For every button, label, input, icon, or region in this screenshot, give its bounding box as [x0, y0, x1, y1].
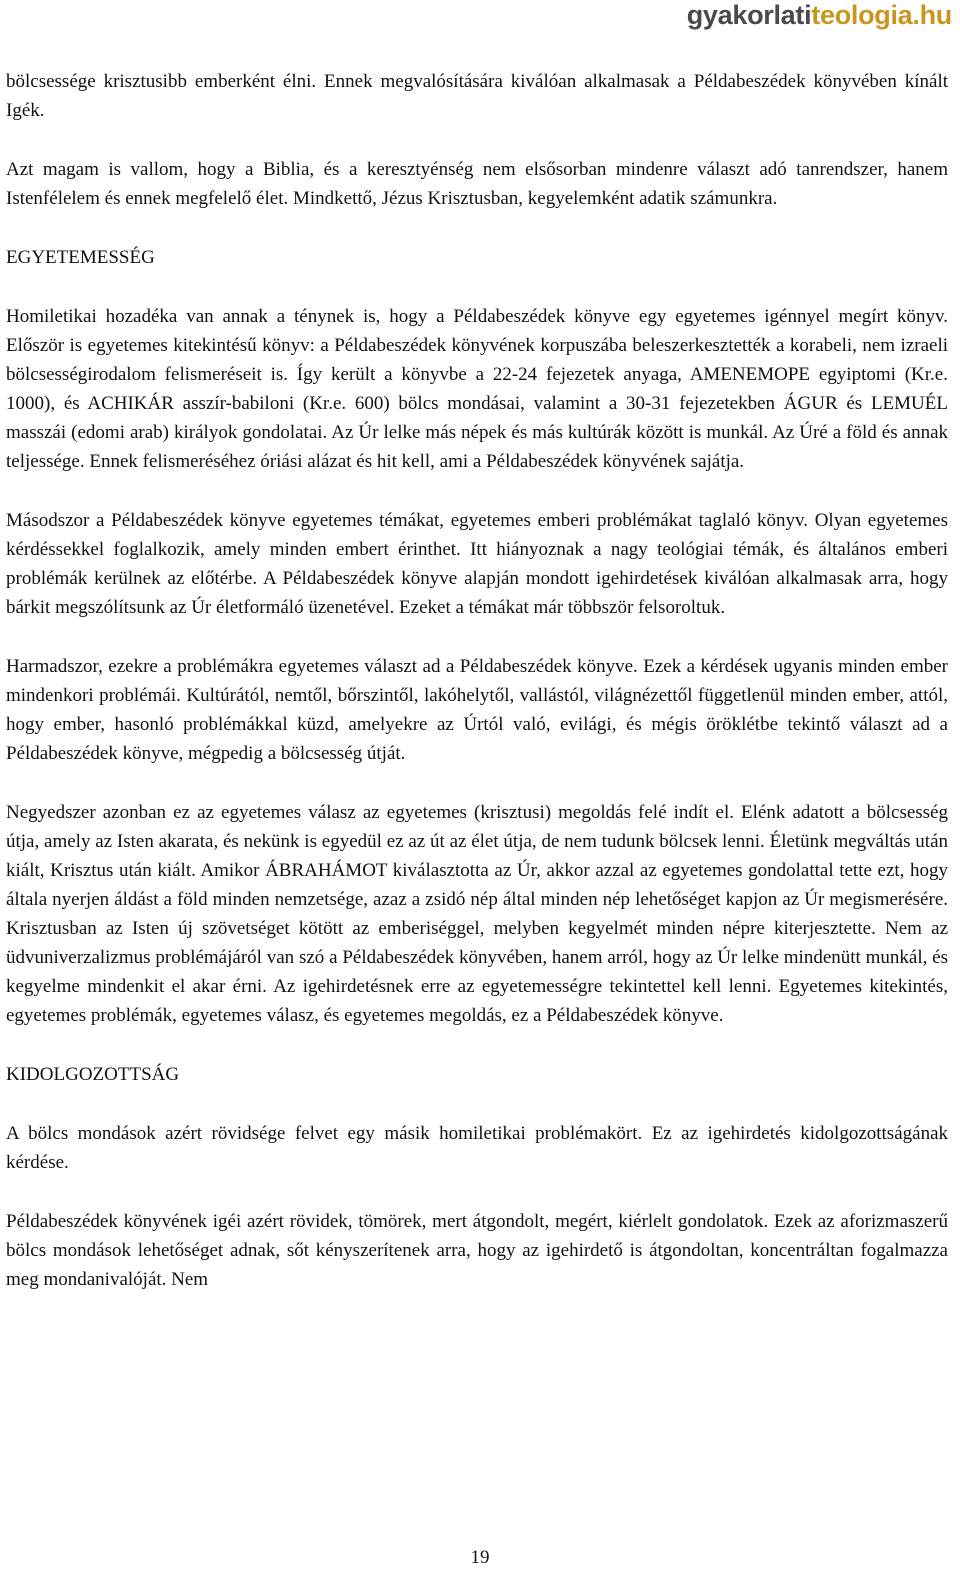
document-body	[6, 67, 948, 1324]
page-number: 19	[470, 1547, 490, 1568]
section-heading-kidolgozottsag: KIDOLGOZOTTSÁG	[6, 1064, 180, 1085]
paragraph: Másodszor a Példabeszédek könyve egyetemes témákat, egyetemes emberi problémákat taglaló könyv. Olyan egyetemes kérdéssekkel foglalkozik, amely minden embert érinthet. Itt hiányoznak a nagy teológiai témák, és általános emberi problémák kerülnek az előtérbe. A Példabeszédek könyve alapján mondott igehirdetések kiválóan alkalmasak arra, hogy bárkit megszólítsunk az Úr életformáló üzenetével. Ezeket a témákat már többször felsoroltuk.	[6, 510, 948, 618]
paragraph: Harmadszor, ezekre a problémákra egyetemes választ ad a Példabeszédek könyve. Ezek a kérdések ugyanis minden ember mindenkori problémái. Kultúrától, nemtől, bőrszintől, lakóhelytől, vallástól, világnézettől függetlenül minden ember, attól, hogy ember, hasonló problémákkal küzd, amelyekre az Úrtól való, evilági, és mégis öröklétbe tekintő választ ad a Példabeszédek könyve, mégpedig a bölcsesség útját.	[6, 656, 948, 764]
paragraph: bölcsessége krisztusibb emberként élni. Ennek megvalósítására kiválóan alkalmasak a Példabeszédek könyvében kínált Igék.	[6, 71, 948, 121]
paragraph: A bölcs mondások azért rövidsége felvet egy másik homiletikai problémakört. Ez az igehirdetés kidolgozottságának kérdése.	[6, 1123, 948, 1173]
paragraph: Homiletikai hozadéka van annak a ténynek is, hogy a Példabeszédek könyve egy egyetemes igénnyel megírt könyv. Először is egyetemes kitekintésű könyv: a Példabeszédek könyvének korpuszába beleszerkesztették a korabeli, nem izraeli bölcsességirodalom felismeréseit is. Így került a könyvbe a 22-24 fejezetek anyaga, AMENEMOPE egyiptomi (Kr.e. 1000), és ACHIKÁR asszír-babiloni (Kr.e. 600) bölcs mondásai, valamint a 30-31 fejezetekben ÁGUR és LEMUÉL masszái (edomi arab) királyok gondolatai. Az Úr lelke más népek és más kultúrák között is munkál. Az Úré a föld és annak teljessége. Ennek felismeréséhez óriási alázat és hit kell, ami a Példabeszédek könyvének sajátja.	[6, 306, 948, 472]
logo-text-part2: teologia.hu	[811, 0, 952, 30]
site-logo	[687, 0, 952, 30]
logo-text-part1: gyakorlati	[686, 0, 812, 30]
paragraph: Azt magam is vallom, hogy a Biblia, és a keresztyénség nem elsősorban mindenre választ adó tanrendszer, hanem Istenfélelem és ennek megfelelő élet. Mindkettő, Jézus Krisztusban, kegyelemként adatik számunkra.	[6, 159, 948, 209]
paragraph: Negyedszer azonban ez az egyetemes válasz az egyetemes (krisztusi) megoldás felé indít el. Elénk adatott a bölcsesség útja, amely az Isten akarata, és nekünk is egyedül ez az út az élet útja, de nem tudunk bölcsek lenni. Életünk megváltás után kiált, Krisztus után kiált. Amikor ÁBRAHÁMOT kiválasztotta az Úr, akkor azzal az egyetemes gondolattal tette ezt, hogy általa nyerjen áldást a föld minden nemzetsége, azaz a zsidó nép által minden nép lehetőséget kapjon az Úr megismerésére. Krisztusban az Isten új szövetséget kötött az emberiséggel, melyben kegyelmét minden népre kiterjesztette. Nem az üdvuniverzalizmus problémájáról van szó a Példabeszédek könyvében, hanem arról, hogy az Úr lelke mindenütt munkál, és kegyelme mindenkit el akar érni. Az igehirdetésnek erre az egyetemességre tekintettel kell lenni. Egyetemes kitekintés, egyetemes problémák, egyetemes válasz, és egyetemes megoldás, ez a Példabeszédek könyve.	[6, 802, 948, 1026]
paragraph: Példabeszédek könyvének igéi azért rövidek, tömörek, mert átgondolt, megért, kiérlelt gondolatok. Ezek az aforizmaszerű bölcs mondások lehetőséget adnak, sőt kényszerítenek arra, hogy az igehirdető is átgondoltan, koncentráltan fogalmazza meg mondanivalóját. Nem	[6, 1211, 948, 1290]
section-heading-egyetemesseg: EGYETEMESSÉG	[6, 247, 155, 268]
